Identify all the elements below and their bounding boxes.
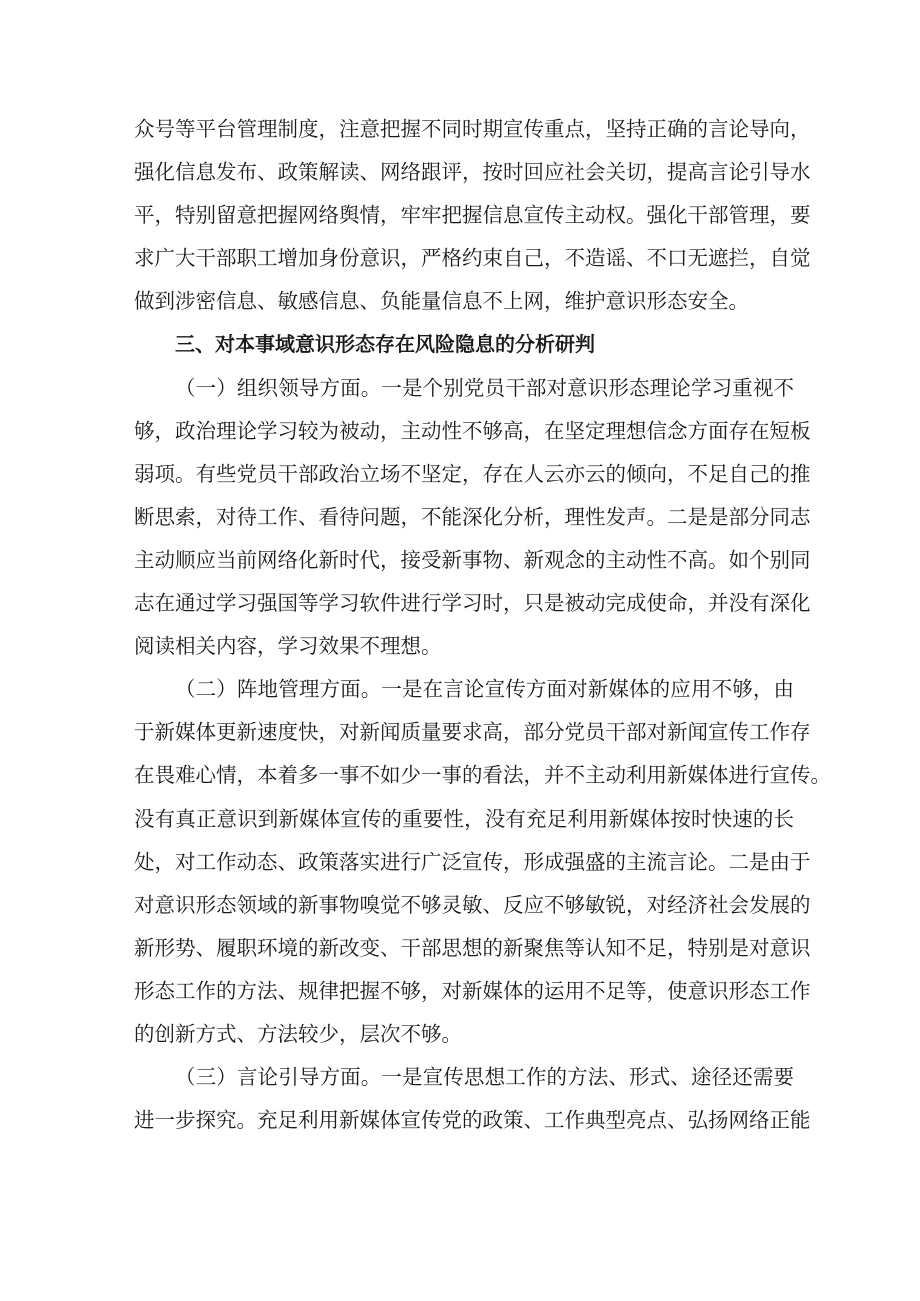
paragraph-line: 的创新方式、方法较少，层次不够。 (134, 1021, 462, 1046)
paragraph-line: 主动顺应当前网络化新时代，接受新事物、新观念的主动性不高。如个别同 (134, 547, 811, 572)
paragraph-line: （三）言论引导方面。一是宣传思想工作的方法、形式、途径还需要 (175, 1065, 794, 1090)
paragraph-line: 平，特别留意把握网络舆情，牢牢把握信息宣传主动权。强化干部管理，要 (134, 203, 811, 228)
paragraph-line: 进一步探究。充足利用新媒体宣传党的政策、工作典型亮点、弘扬网络正能 (134, 1108, 811, 1133)
paragraph-line: 处，对工作动态、政策落实进行广泛宣传，形成强盛的主流言论。二是由于 (134, 849, 811, 874)
paragraph-line: （一）组织领导方面。一是个别党员干部对意识形态理论学习重视不 (175, 375, 794, 400)
paragraph-line: 对意识形态领域的新事物嗅觉不够灵敏、反应不够敏锐，对经济社会发展的 (134, 892, 811, 917)
paragraph-line: 在畏难心情，本着多一事不如少一事的看法，并不主动利用新媒体进行宣传。 (134, 763, 831, 788)
paragraph-line: 新形势、履职环境的新改变、干部思想的新聚焦等认知不足，特别是对意识 (134, 935, 811, 960)
paragraph-line: 形态工作的方法、规律把握不够，对新媒体的运用不足等，使意识形态工作 (134, 978, 811, 1003)
paragraph-line: 阅读相关内容，学习效果不理想。 (134, 634, 442, 659)
paragraph-line: 众号等平台管理制度，注意把握不同时期宣传重点，坚持正确的言论导向， (134, 117, 811, 141)
paragraph-line: 没有真正意识到新媒体宣传的重要性，没有充足利用新媒体按时快速的长 (134, 806, 794, 831)
paragraph-line: 弱项。有些党员干部政治立场不坚定，存在人云亦云的倾向，不足自己的推 (134, 461, 811, 486)
paragraph-line: 于新媒体更新速度快，对新闻质量要求高，部分党员干部对新闻宣传工作存 (134, 720, 811, 745)
section-heading: 三、对本事域意识形态存在风险隐息的分析研判 (175, 332, 595, 357)
paragraph-line: 强化信息发布、政策解读、网络跟评，按时回应社会关切，提高言论引导水 (134, 160, 811, 185)
paragraph-line: 够，政治理论学习较为被动，主动性不够高，在坚定理想信念方面存在短板 (134, 418, 811, 443)
paragraph-line: （二）阵地管理方面。一是在言论宣传方面对新媒体的应用不够，由 (175, 677, 794, 702)
paragraph-line: 断思索，对待工作、看待问题，不能深化分析，理性发声。二是是部分同志 (134, 504, 811, 529)
paragraph-line: 求广大干部职工增加身份意识，严格约束自己，不造谣、不口无遮拦，自觉 (134, 246, 811, 271)
paragraph-line: 做到涉密信息、敏感信息、负能量信息不上网，维护意识形态安全。 (134, 289, 749, 314)
document-body (134, 108, 831, 1142)
paragraph-line: 志在通过学习强国等学习软件进行学习时，只是被动完成使命，并没有深化 (134, 591, 811, 616)
